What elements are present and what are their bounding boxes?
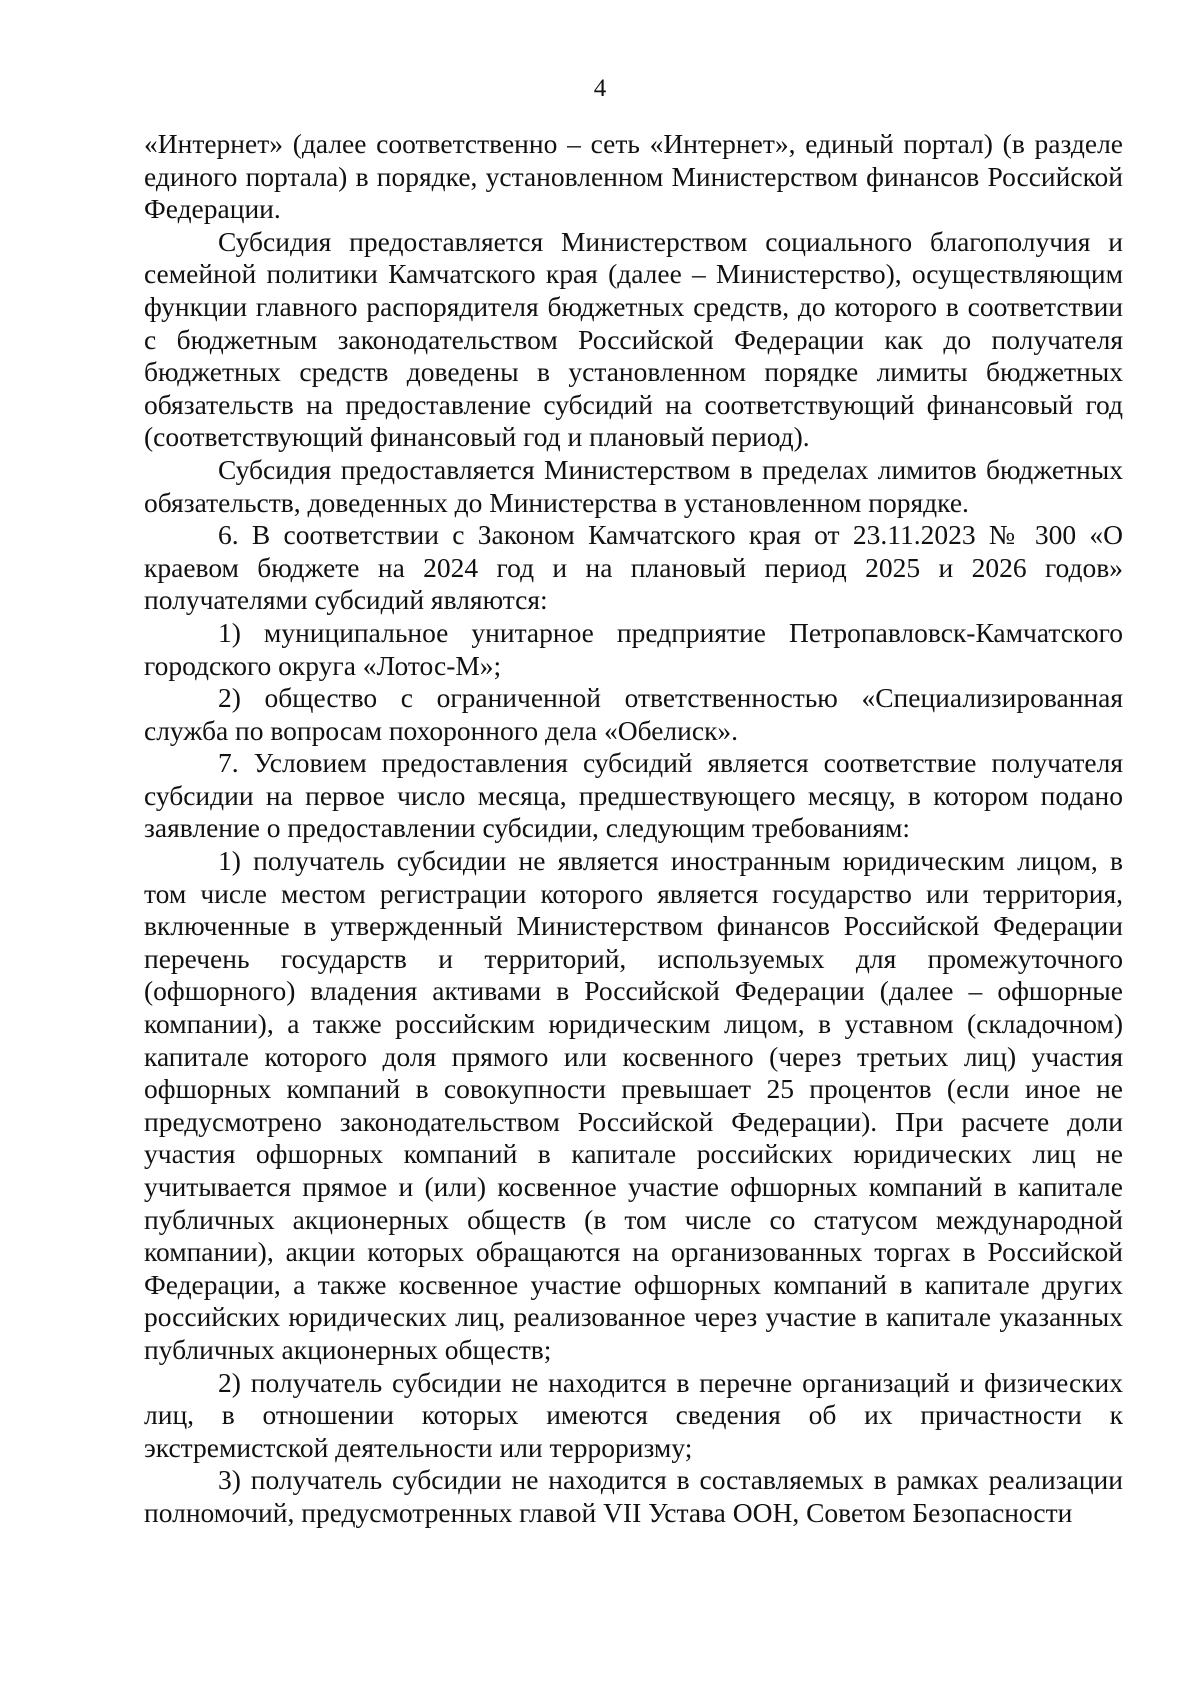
paragraph-clause-6: 6. В соответствии с Законом Камчатского края от 23.11.2023 № 300 «О краевом бюджете на 2024 год и на плановый период 2025 и 2026 годов» получателями субсидий являются: [144,519,1123,616]
paragraph-subsidy-limits: Субсидия предоставляется Министерством в пределах лимитов бюджетных обязательств, доведенных до Министерства в установленном порядке. [144,453,1123,518]
paragraph-requirement-2: 2) получатель субсидии не находится в перечне организаций и физических лиц, в отношении которых имеются сведения об их причастности к экстремистской деятельности или терроризму; [144,1366,1123,1463]
document-body [144,128,1123,1530]
page-number: 4 [593,75,607,102]
paragraph-recipient-2: 2) общество с ограниченной ответственностью «Специализированная служба по вопросам похоронного дела «Обелиск». [144,682,1123,746]
paragraph-requirement-1: 1) получатель субсидии не является иностранным юридическим лицом, в том числе местом регистрации которого является государство или территория, включенные в утвержденный Министерством финансов Российской Федерации перечень государств и территорий, используемых для промежуточного (офшорного) владения активами в Российской Федерации (далее – офшорные компании), а также российским юридическим лицом, в уставном (складочном) капитале которого доля прямого или косвенного (через третьих лиц) участия офшорных компаний в совокупности превышает 25 процентов (если иное не предусмотрено законодательством Российской Федерации). При расчете доли участия офшорных компаний в капитале российских юридических лиц не учитывается прямое и (или) косвенное участие офшорных компаний в капитале публичных акционерных обществ (в том числе со статусом международной компании), акции которых обращаются на организованных торгах в Российской Федерации, а также косвенное участие офшорных компаний в капитале других российских юридических лиц, реализованное через участие в капитале указанных публичных акционерных обществ; [144,845,1123,1365]
paragraph-subsidy-ministry: Субсидия предоставляется Министерством социального благополучия и семейной политики Камчатского края (далее – Министерство), осуществляющим функции главного распорядителя бюджетных средств, до которого в соответствии с бюджетным законодательством Российской Федерации как до получателя бюджетных средств доведены в установленном порядке лимиты бюджетных обязательств на предоставление субсидий на соответствующий финансовый год (соответствующий финансовый год и плановый период). [144,225,1123,453]
paragraph-requirement-3: 3) получатель субсидии не находится в составляемых в рамках реализации полномочий, предусмотренных главой VII Устава ООН, Советом Безопасности [144,1464,1123,1528]
paragraph-continuation: «Интернет» (далее соответственно – сеть «Интернет», единый портал) (в разделе единого портала) в порядке, установленном Министерством финансов Российской Федерации. [144,128,1123,225]
paragraph-clause-7: 7. Условием предоставления субсидий является соответствие получателя субсидии на первое число месяца, предшествующего месяцу, в котором подано заявление о предоставлении субсидии, следующим требованиям: [144,747,1123,844]
paragraph-recipient-1: 1) муниципальное унитарное предприятие Петропавловск-Камчатского городского округа «Лотос-М»; [144,616,1123,681]
